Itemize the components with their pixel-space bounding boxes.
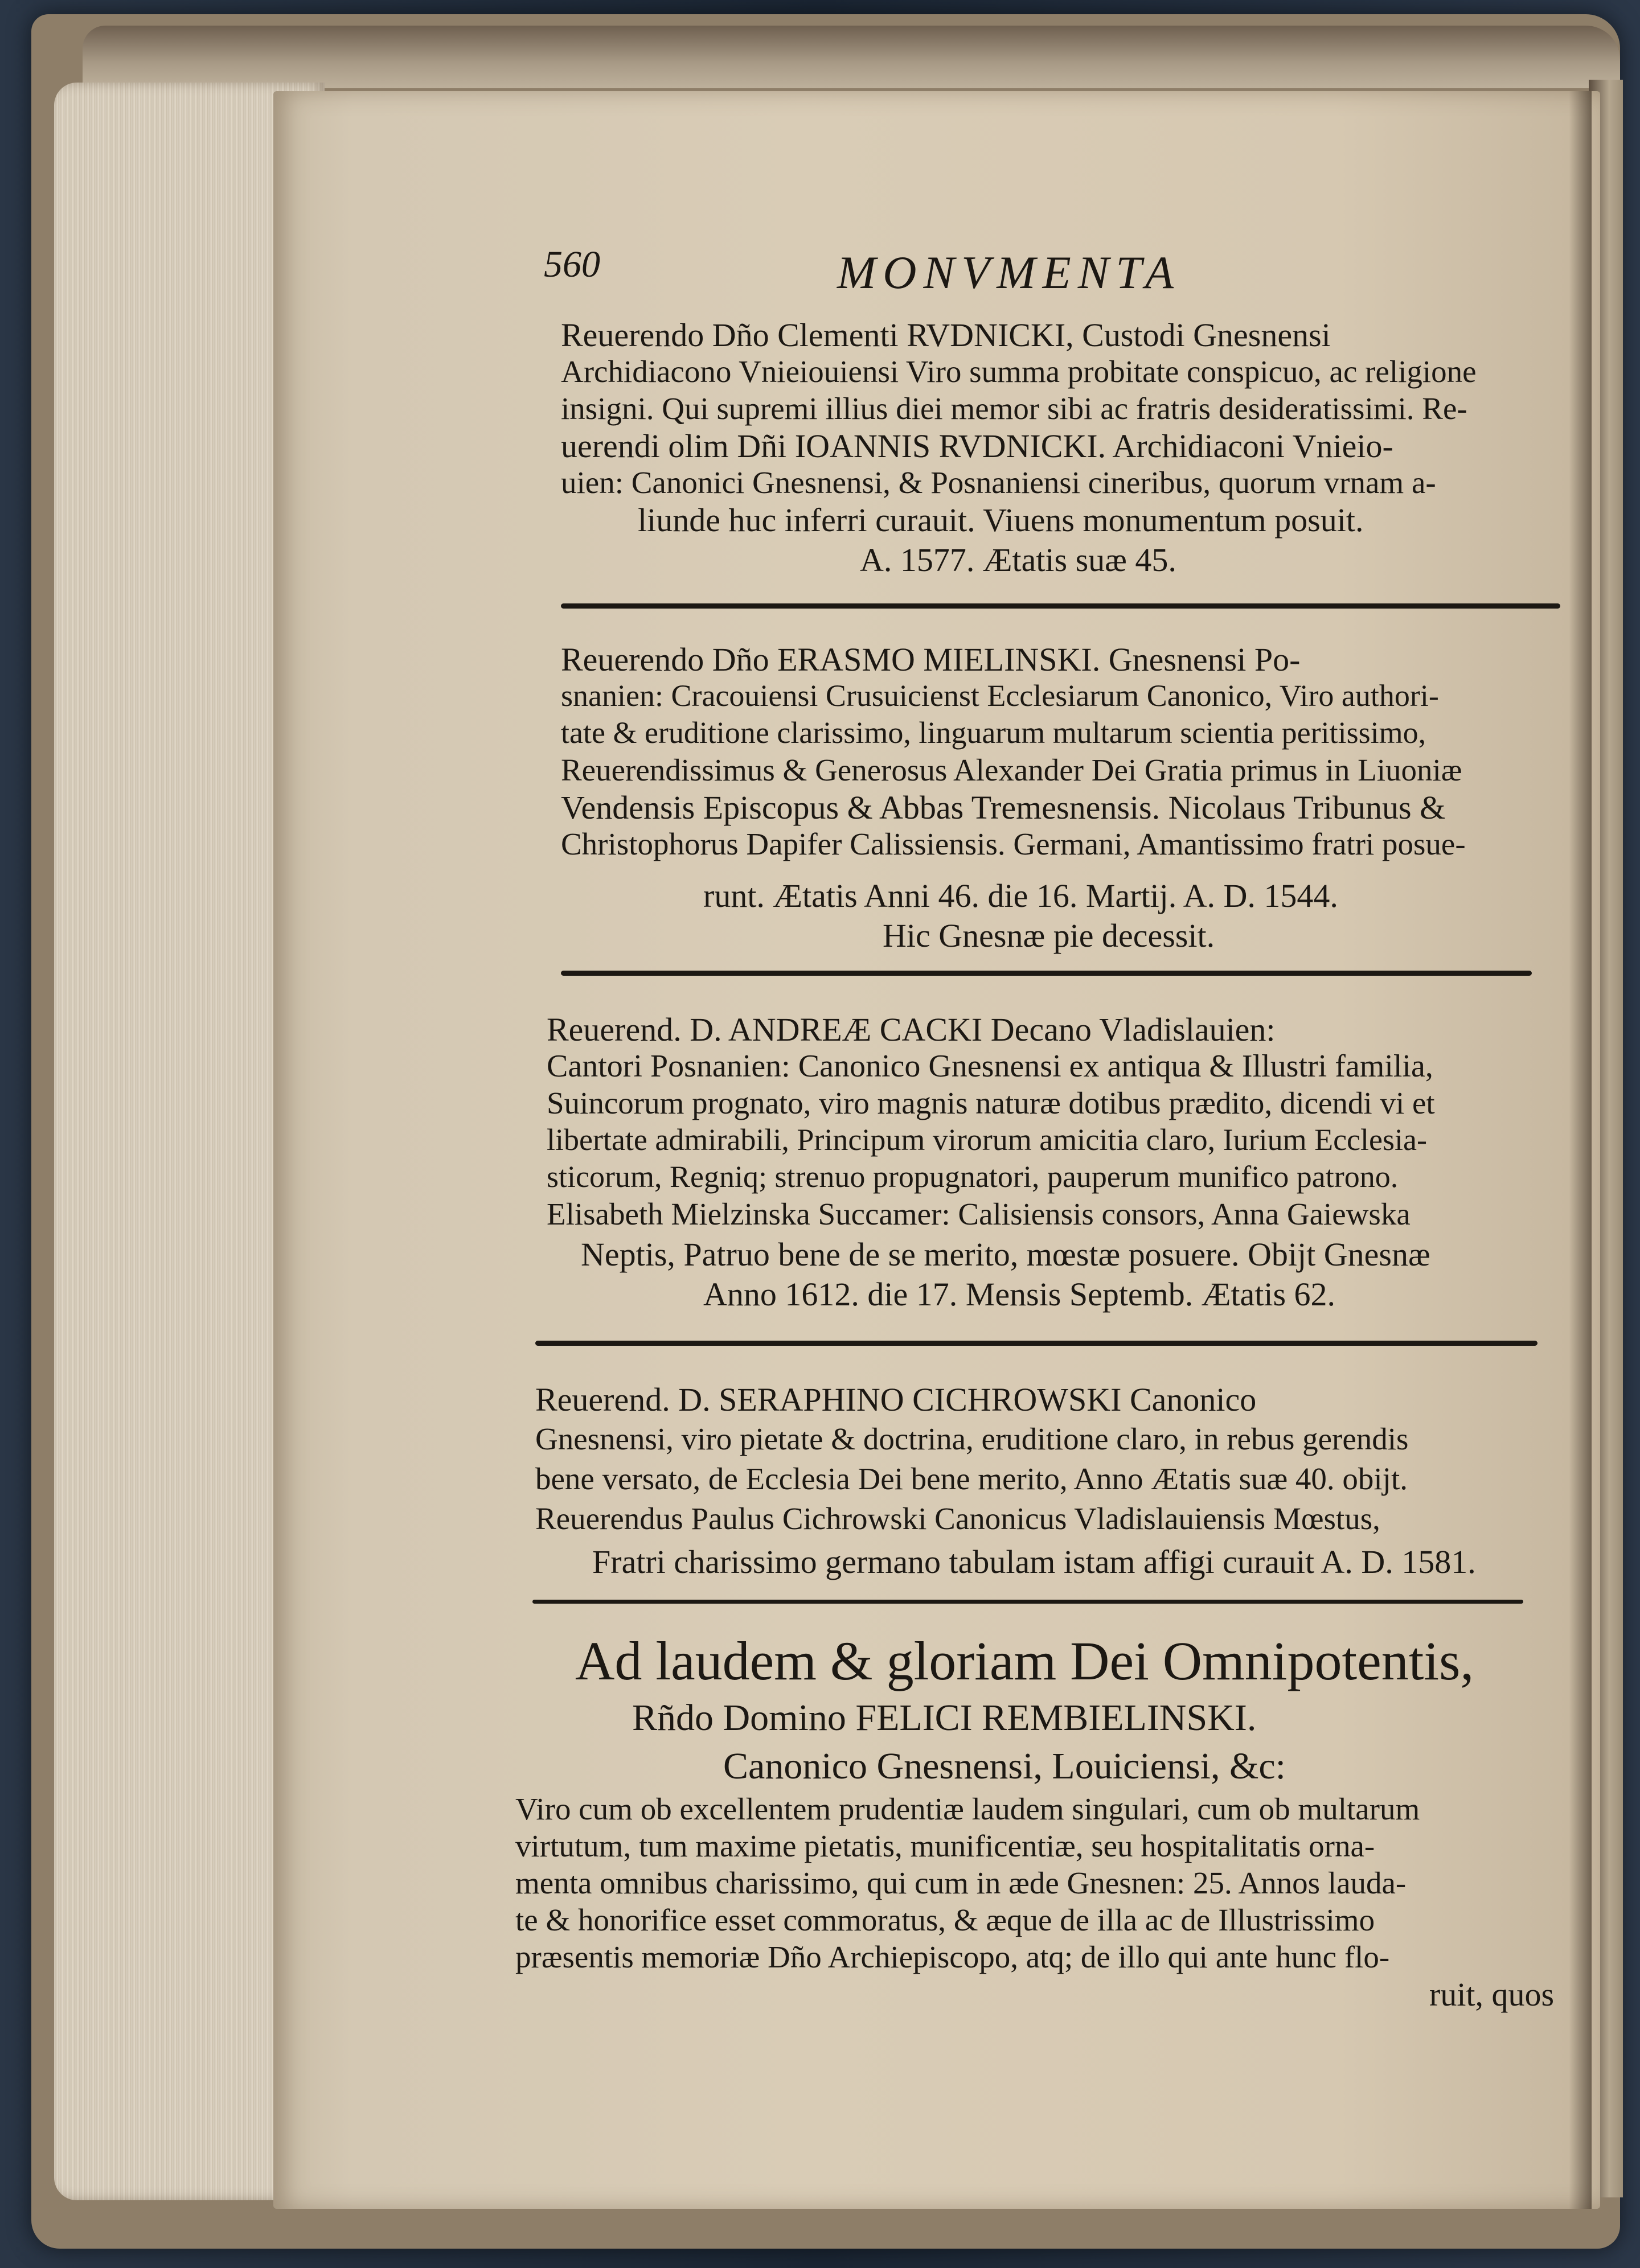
dedication-heading: Ad laudem & gloriam Dei Omnipotentis, <box>575 1630 1474 1691</box>
text-line: uerendi olim Dñi IOANNIS RVDNICKI. Archidiaconi Vnieio- <box>561 428 1393 465</box>
text-line: Gnesnensi, viro pietate & doctrina, eruditione claro, in rebus gerendis <box>535 1421 1409 1456</box>
text-line: snanien: Cracouiensi Crusuicienst Ecclesiarum Canonico, Viro authori- <box>561 679 1439 713</box>
text-line: Hic Gnesnæ pie decessit. <box>883 917 1215 954</box>
divider-rule <box>561 971 1532 976</box>
text-line: virtutum, tum maxime pietatis, munificentiæ, seu hospitalitatis orna- <box>515 1829 1375 1863</box>
text-line: Elisabeth Mielzinska Succamer: Calisiensis consors, Anna Gaiewska <box>547 1197 1411 1231</box>
book-top-edge <box>83 26 1620 88</box>
text-line: Reuerendo Dño ERASMO MIELINSKI. Gnesnensi Po- <box>561 641 1301 678</box>
text-line: præsentis memoriæ Dño Archiepiscopo, atq; de illo qui ante hunc flo- <box>515 1940 1390 1974</box>
text-line: Cantori Posnanien: Canonico Gnesnensi ex antiqua & Illustri familia, <box>547 1049 1433 1084</box>
text-line: Anno 1612. die 17. Mensis Septemb. Ætatis 62. <box>703 1276 1336 1313</box>
text-line: Reuerendo Dño Clementi RVDNICKI, Custodi Gnesnensi <box>561 317 1331 354</box>
text-line: Reuerend. D. SERAPHINO CICHROWSKI Canonico <box>535 1381 1257 1418</box>
text-line: ruit, quos <box>1429 1976 1555 2013</box>
text-line: Archidiacono Vnieiouiensi Viro summa probitate conspicuo, ac religione <box>561 354 1477 389</box>
dedication-subheading: Canonico Gnesnensi, Louiciensi, &c: <box>723 1745 1286 1787</box>
text-line: Viro cum ob excellentem prudentiæ laudem singulari, cum ob multarum <box>515 1792 1420 1826</box>
text-line: uien: Canonici Gnesnensi, & Posnaniensi cineribus, quorum vrnam a- <box>561 465 1436 500</box>
text-line: Reuerendus Paulus Cichrowski Canonicus Vladislauiensis Mœstus, <box>535 1501 1380 1536</box>
text-line: tate & eruditione clarissimo, linguarum multarum scientia peritissimo, <box>561 716 1426 750</box>
text-line: Neptis, Patruo bene de se merito, mœstæ posuere. Obijt Gnesnæ <box>581 1236 1430 1273</box>
page-number: 560 <box>544 244 600 285</box>
divider-rule <box>532 1600 1523 1604</box>
text-line: menta omnibus charissimo, qui cum in æde Gnesnen: 25. Annos lauda- <box>515 1866 1407 1900</box>
text-line: Suincorum prognato, viro magnis naturæ dotibus prædito, dicendi vi et <box>547 1086 1435 1120</box>
text-line: insigni. Qui supremi illius diei memor sibi ac fratris desideratissimi. Re- <box>561 391 1467 426</box>
page-gutter <box>1569 91 1592 2209</box>
text-line: liunde huc inferri curauit. Viuens monumentum posuit. <box>638 502 1364 539</box>
text-line: libertate admirabili, Principum virorum amicitia claro, Iurium Ecclesia- <box>547 1123 1427 1157</box>
text-line: A. 1577. Ætatis suæ 45. <box>860 541 1176 578</box>
text-line: Christophorus Dapifer Calissiensis. Germani, Amantissimo fratri posue- <box>561 827 1466 861</box>
text-line: bene versato, de Ecclesia Dei bene merito, Anno Ætatis suæ 40. obijt. <box>535 1461 1408 1496</box>
text-line: te & honorifice esset commoratus, & æque de illa ac de Illustrissimo <box>515 1903 1375 1937</box>
dedication-subheading: Rñdo Domino FELICI REMBIELINSKI. <box>632 1697 1257 1739</box>
text-line: Reuerend. D. ANDREÆ CACKI Decano Vladislauien: <box>547 1011 1276 1048</box>
text-line: runt. Ætatis Anni 46. die 16. Martij. A. D. 1544. <box>703 877 1338 914</box>
running-title: MONVMENTA <box>837 246 1181 298</box>
divider-rule <box>535 1341 1538 1346</box>
text-line: Fratri charissimo germano tabulam istam affigi curauit A. D. 1581. <box>592 1543 1476 1580</box>
divider-rule <box>561 603 1560 609</box>
text-line: Vendensis Episcopus & Abbas Tremesnensis. Nicolaus Tribunus & <box>561 789 1446 826</box>
text-line: Reuerendissimus & Generosus Alexander Dei Gratia primus in Liuoniæ <box>561 753 1462 787</box>
text-line: sticorum, Regniq; strenuo propugnatori, pauperum munifico patrono. <box>547 1160 1399 1194</box>
